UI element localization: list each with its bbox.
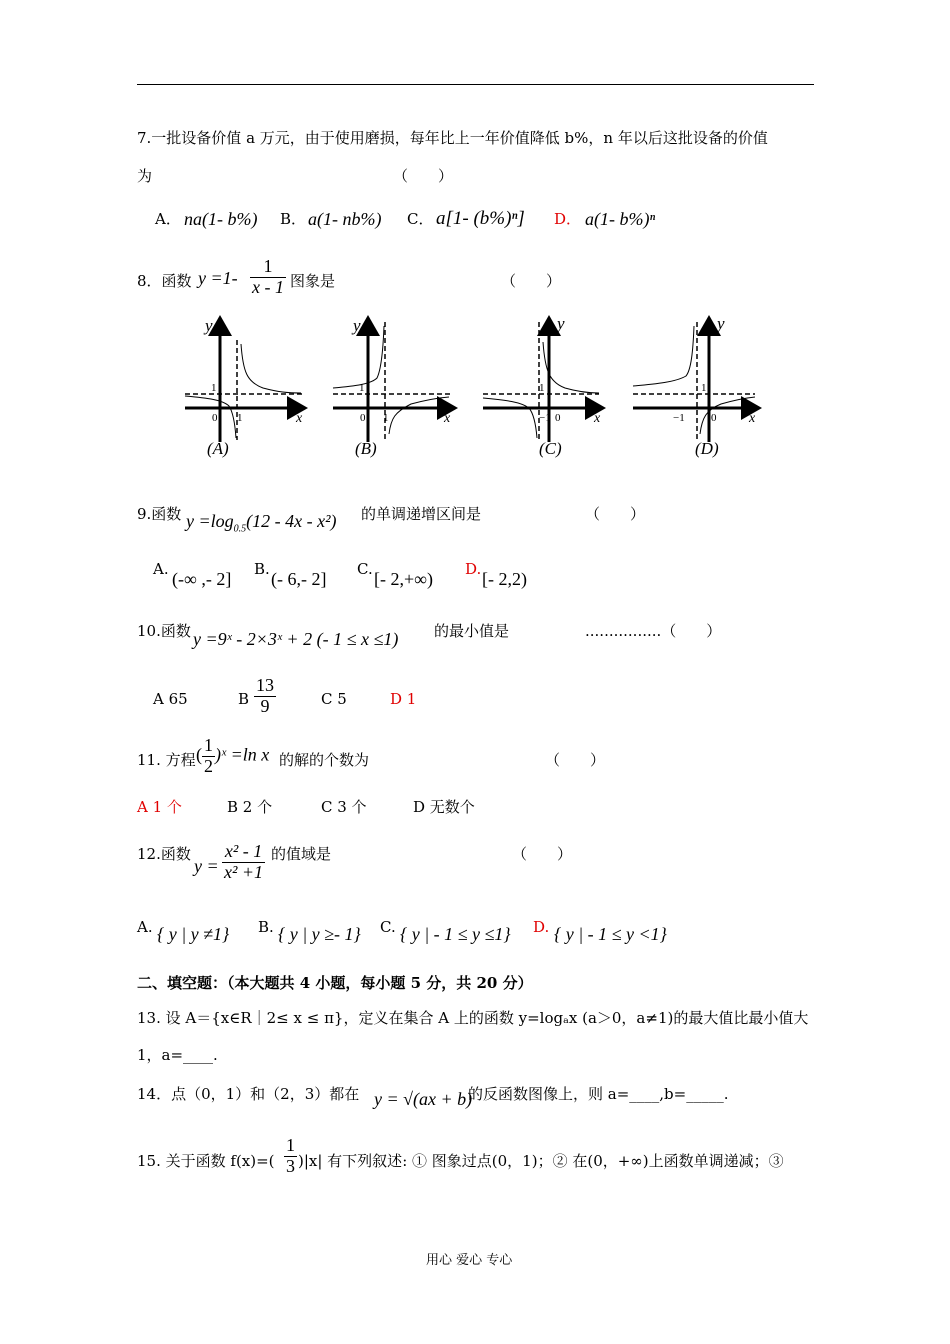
page-footer: 用心 爱心 专心 <box>426 1253 513 1268</box>
q9-expr-base: 0.5 <box>233 523 247 535</box>
section-heading: 二、填空题：（本大题共 4 小题，每小题 5 分，共 20 分） <box>137 974 533 992</box>
svg-text:x: x <box>444 411 451 426</box>
q12-option-c-label: C. <box>380 918 396 936</box>
q10-tail: 的最小值是 <box>434 622 510 640</box>
header-rule <box>137 84 814 85</box>
q11-expr <box>196 736 269 777</box>
q7-option-b-label: B． <box>280 210 307 228</box>
graph-b <box>333 316 455 458</box>
q8-fraction <box>250 257 286 298</box>
svg-text:0: 0 <box>711 412 717 424</box>
q11-option-d: D 无数个 <box>413 798 475 816</box>
q9-option-a-label: A. <box>153 560 169 578</box>
q9-option-c-label: C. <box>357 560 373 578</box>
q8-frac-num: 1 <box>250 257 286 278</box>
q8-lhs: y =1- <box>198 268 238 288</box>
q7-option-a-expr: na(1- b%) <box>184 209 258 229</box>
q9-label: 9.函数 <box>137 505 182 523</box>
q7-option-c-expr: a[1- (b%)ⁿ] <box>436 208 525 229</box>
q7-option-a-label: A． <box>155 210 181 228</box>
q10-expr: y =9ˣ - 2×3ˣ + 2 (- 1 ≤ x ≤1) <box>193 629 399 649</box>
q11-option-c: C 3 个 <box>321 798 367 816</box>
q12-frac-num: x² - 1 <box>222 842 265 863</box>
q12-fraction <box>222 842 265 883</box>
q7-option-d-label: D． <box>554 210 582 228</box>
svg-text:x: x <box>296 411 303 426</box>
svg-text:1: 1 <box>383 412 389 424</box>
q11-expr-open: ( <box>196 744 202 765</box>
svg-text:y: y <box>205 316 213 335</box>
q10-answer-dots: ................（ ） <box>585 622 722 640</box>
q9-option-b-expr: (- 6,- 2] <box>271 569 327 589</box>
svg-text:1: 1 <box>701 382 707 394</box>
q12-frac-den: x² +1 <box>224 861 264 882</box>
q7-answer-paren: （ ） <box>393 167 454 185</box>
svg-text:1: 1 <box>359 382 365 394</box>
svg-text:0: 0 <box>212 412 218 424</box>
q12-option-a-expr: { y | y ≠1} <box>157 924 230 944</box>
svg-text:x: x <box>594 411 601 426</box>
svg-text:y: y <box>353 316 361 335</box>
q9-option-b-label: B. <box>254 560 270 578</box>
q10-option-b-label: B <box>238 690 250 708</box>
q11-option-a: A 1 个 <box>137 798 182 816</box>
q14-post: 的反函数图像上，则 a=____,b=_____. <box>468 1085 729 1103</box>
q13-stem-cont: 1，a=____. <box>137 1046 218 1064</box>
svg-text:1: 1 <box>539 382 545 394</box>
q9-expr-arg: (12 - 4x - x²) <box>246 511 337 531</box>
q15-pre: 15. 关于函数 f(x)=( <box>137 1152 275 1170</box>
svg-text:0: 0 <box>555 412 561 424</box>
q11-tail: 的解的个数为 <box>279 751 370 769</box>
svg-text:−1: −1 <box>673 412 685 424</box>
q12-option-a-label: A. <box>137 918 153 936</box>
svg-text:0: 0 <box>360 412 366 424</box>
graph-a <box>185 316 305 458</box>
q12-label: 12.函数 <box>137 845 191 863</box>
q10-option-c: C 5 <box>321 690 347 708</box>
q8-graphs <box>183 312 773 462</box>
svg-text:y: y <box>717 314 725 333</box>
graph-d-label: (D) <box>695 439 719 458</box>
q9-expr <box>186 511 337 535</box>
graph-a-label: (A) <box>207 439 229 458</box>
graph-c <box>483 314 603 458</box>
q11-expr-rest: )ˣ =ln x <box>215 744 270 765</box>
svg-text:1: 1 <box>211 382 217 394</box>
svg-text:x: x <box>749 411 756 426</box>
q12-option-d-label: D. <box>533 918 550 936</box>
q11-frac-num: 1 <box>204 735 213 755</box>
q9-answer-paren: （ ） <box>585 505 646 523</box>
q12-option-c-expr: { y | - 1 ≤ y ≤1} <box>400 924 511 944</box>
q8-tail: 图象是 <box>290 272 336 290</box>
q10-option-b-num: 13 <box>256 675 274 695</box>
svg-text:y: y <box>557 314 565 333</box>
q10-option-d: D 1 <box>390 690 417 708</box>
q14-expr: y = √(ax + b) <box>374 1089 473 1109</box>
svg-text:1: 1 <box>237 412 243 424</box>
q9-tail: 的单调递增区间是 <box>361 505 482 523</box>
q7-stem: 7.一批设备价值 a 万元，由于使用磨损，每年比上一年价值降低 b%，n 年以后这批设备的价值 <box>137 129 768 147</box>
q8-answer-paren: （ ） <box>501 272 562 290</box>
q14-pre: 14．点（0，1）和（2，3）都在 <box>137 1085 360 1103</box>
q10-option-a: A 65 <box>153 690 188 708</box>
q10-option-b-den: 9 <box>260 695 270 716</box>
q11-frac-den: 2 <box>204 755 213 776</box>
q9-option-d-expr: [- 2,2) <box>482 569 527 589</box>
q7-option-c-label: C． <box>407 210 434 228</box>
q8-frac-den: x - 1 <box>252 276 284 297</box>
q15-post: )|x| 有下列叙述: ① 图象过点(0，1)；② 在(0，+∞)上函数单调递减；③ <box>298 1152 784 1170</box>
q11-answer-paren: （ ） <box>545 751 606 769</box>
q15-frac-den: 3 <box>286 1155 295 1176</box>
q7-option-d-expr: a(1- b%)ⁿ <box>585 209 656 229</box>
q11-label: 11. 方程 <box>137 751 196 769</box>
q7-option-b-expr: a(1- nb%) <box>308 209 382 229</box>
graph-b-label: (B) <box>355 439 377 458</box>
q8-label: 8．函数 <box>137 272 192 290</box>
q12-answer-paren: （ ） <box>512 845 573 863</box>
q9-expr-log: y =log <box>186 511 234 531</box>
q11-option-b: B 2 个 <box>227 798 273 816</box>
q15-fraction <box>284 1136 297 1177</box>
graph-d <box>633 314 759 458</box>
q12-option-d-expr: { y | - 1 ≤ y <1} <box>554 924 667 944</box>
q10-option-b-fraction <box>254 676 276 717</box>
q12-option-b-label: B. <box>258 918 274 936</box>
q15-frac-num: 1 <box>286 1135 295 1155</box>
q9-option-a-expr: (-∞ ,- 2] <box>172 569 232 589</box>
q12-tail: 的值域是 <box>271 845 332 863</box>
q9-option-d-label: D. <box>465 560 482 578</box>
q12-option-b-expr: { y | y ≥- 1} <box>278 924 361 944</box>
q7-stem-cont: 为 <box>137 167 153 185</box>
q13-stem: 13. 设 A＝{x∈R｜2≤ x ≤ π}，定义在集合 A 上的函数 y=logₐx (a＞0，a≠1)的最大值比最小值大 <box>137 1009 809 1027</box>
graph-c-label: (C) <box>539 439 562 458</box>
q10-label: 10.函数 <box>137 622 191 640</box>
q12-lhs: y = <box>194 856 219 876</box>
q9-option-c-expr: [- 2,+∞) <box>374 569 433 589</box>
svg-text:−1: −1 <box>539 412 551 424</box>
